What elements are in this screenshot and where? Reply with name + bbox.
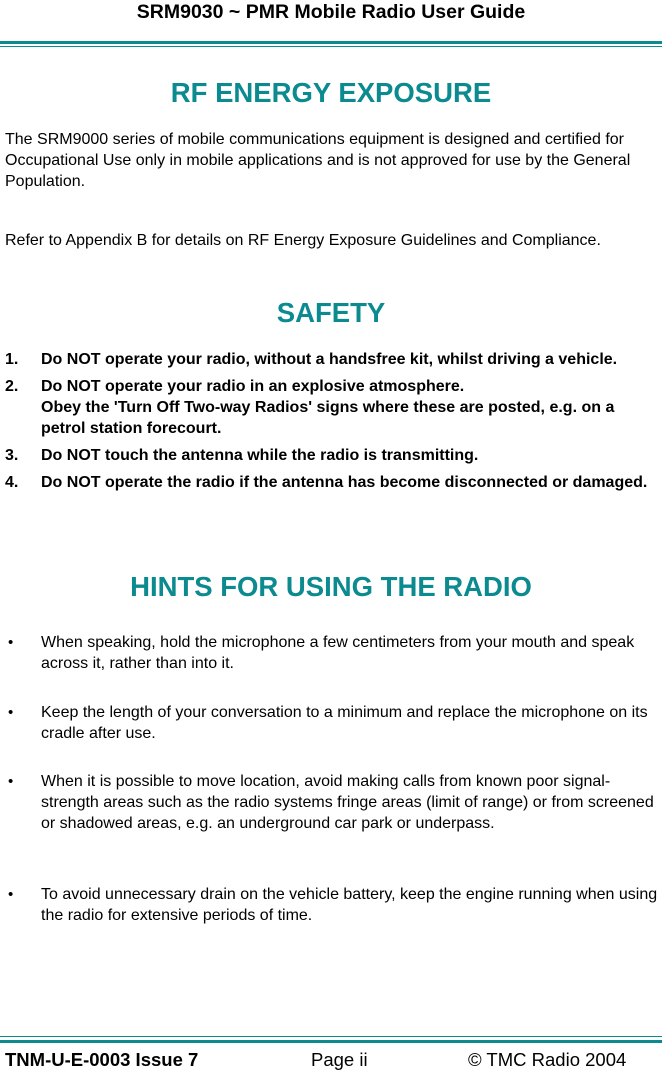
hint-item [5, 702, 662, 744]
safety-item [5, 472, 662, 493]
hints-heading: HINTS FOR USING THE RADIO [130, 571, 532, 602]
bullet-icon: • [8, 704, 14, 721]
hint-item [5, 632, 662, 674]
appendix-reference-paragraph: Refer to Appendix B for details on RF Energy Exposure Guidelines and Compliance. [5, 232, 601, 249]
safety-list [5, 349, 662, 499]
safety-item-number: 3. [5, 447, 19, 464]
hint-item [5, 884, 662, 926]
safety-item [5, 445, 662, 466]
safety-item [5, 349, 662, 370]
hint-text: Keep the length of your conversation to a minimum and replace the microphone on its cradle after use. [41, 704, 648, 742]
bullet-icon: • [8, 634, 14, 651]
safety-item-text: Do NOT touch the antenna while the radio is transmitting. [41, 447, 479, 464]
safety-item-text: Do NOT operate your radio, without a handsfree kit, whilst driving a vehicle. [41, 351, 618, 368]
safety-item-subtext: Obey the 'Turn Off Two-way Radios' signs where these are posted, e.g. on a petrol station forecourt. [41, 399, 615, 437]
hint-text: To avoid unnecessary drain on the vehicle battery, keep the engine running when using the radio for extensive periods of time. [41, 886, 658, 924]
footer-rule-thin [0, 1036, 662, 1037]
safety-item-text: Do NOT operate your radio in an explosive atmosphere. [41, 378, 465, 395]
safety-item-number: 2. [5, 378, 19, 395]
rf-exposure-heading: RF ENERGY EXPOSURE [170, 77, 492, 108]
bullet-icon: • [8, 773, 14, 790]
hint-item [5, 771, 662, 834]
safety-item-number: 1. [5, 351, 19, 368]
header-rule-thin [0, 46, 662, 47]
copyright: © TMC Radio 2004 [468, 1049, 627, 1070]
safety-item-text: Do NOT operate the radio if the antenna has become disconnected or damaged. [41, 474, 648, 491]
safety-item-number: 4. [5, 474, 19, 491]
safety-item [5, 376, 662, 439]
document-id: TNM-U-E-0003 Issue 7 [5, 1049, 199, 1070]
bullet-icon: • [8, 886, 14, 903]
rf-exposure-paragraph: The SRM9000 series of mobile communications equipment is designed and certified for Occupational Use only in mobile applications and is not approved for use by the General Population. [5, 131, 631, 190]
document-title: SRM9030 ~ PMR Mobile Radio User Guide [136, 1, 526, 23]
footer-rule-thick [0, 1040, 662, 1043]
safety-heading: SAFETY [276, 297, 386, 328]
header-rule-thick [0, 41, 662, 44]
page-number: Page ii [311, 1049, 368, 1070]
hint-text: When speaking, hold the microphone a few centimeters from your mouth and speak across it, rather than into it. [41, 634, 635, 672]
hint-text: When it is possible to move location, avoid making calls from known poor signal-strength areas such as the radio systems fringe areas (limit of range) or from screened or shadowed areas, e.g. an underground car park or underpass. [41, 773, 654, 832]
